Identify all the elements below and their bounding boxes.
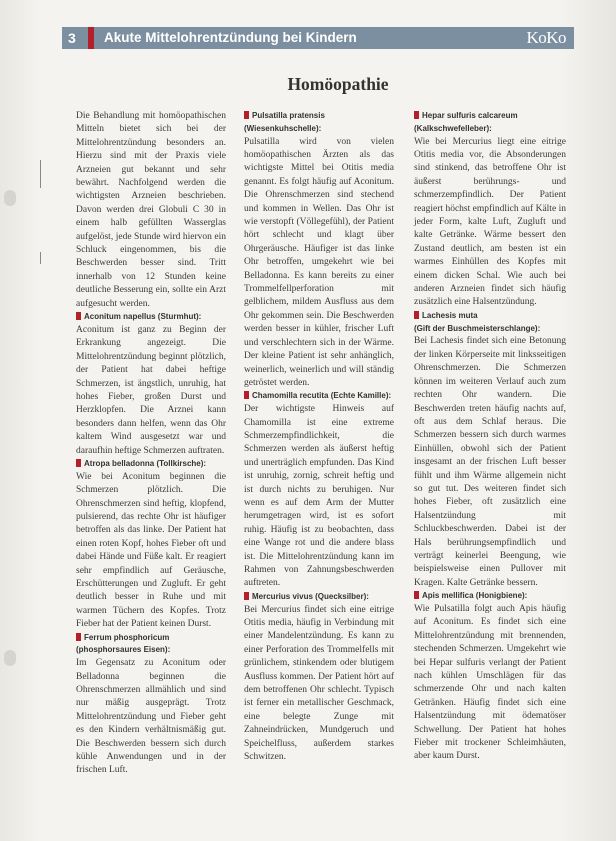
remedy-subheading: (phosphorsaures Eisen): (76, 645, 171, 655)
remedy-subheading: (Gift der Buschmeisterschlange): (414, 323, 541, 333)
remedy-text: Wie bei Mercurius liegt eine eitrige Otitis media vor, die Absonderungen sind stinkend, das betroffene Ohr ist äußerst berührungs- und schmerzempfindlich. Der Patient reagiert höchst empfindlich auf Kälte in jeder Form, kalte Luft, Zugluft und kalte Getränke. Wärme bessert den Zustand deutlich, am besten ist ein warmes Einhüllen des Kopfes mit einem dicken Schal. Wie auch bei anderen Arzneien findet sich häufig zusätzlich eine Halsentzündung. (414, 136, 566, 308)
remedy-text: Wie Pulsatilla folgt auch Apis häufig auf Aconitum. Es findet sich eine Mittelohrentzündung mit brennenden, stechenden Schmerzen. Umgekehrt wie bei Hepar sulfuris verlangt der Patient nach kühlen Umschlägen für das schmerzende Ohr und nach kalten Getränken. Häufig findet sich eine Halsentzündung mit ödematöser Schwellung. Der Patient hat hohes Fieber mit trockener Schleimhäuten, aber kaum Durst. (414, 603, 566, 762)
binder-hole (4, 190, 16, 206)
remedy-heading: Aconitum napellus (Sturmhut): (76, 311, 226, 324)
intro-paragraph: Die Behandlung mit homöopathischen Mitteln bietet sich bei der Mittelohrentzündung besonders an. Hierzu sind mit der Praxis viele Arzneien gut bekannt und sehr bewährt. Nachfolgend werden die wichtigsten Arzneien beschrieben. Davon werden drei Globuli C 30 in einem halb gefüllten Wasserglas aufgelöst, jede Stunde wird hiervon ein Schluck eingenommen, bis die Beschwerden besser sind. Tritt innerhalb von 12 Stunden keine deutliche Besserung ein, sollte ein Arzt aufgesucht werden. (76, 111, 226, 309)
red-square-icon (244, 111, 249, 119)
remedy-heading: Mercurius vivus (Quecksilber): (244, 591, 394, 604)
text-column-1 (76, 110, 226, 778)
remedy-heading: Chamomilla recutita (Echte Kamille): (244, 390, 394, 403)
remedy-subheading: (Wiesenkuhschelle): (244, 123, 322, 133)
remedy-heading: Apis mellifica (Honigbiene): (414, 590, 566, 603)
red-square-icon (244, 391, 249, 399)
text-column-2 (244, 110, 394, 764)
section-title: Homöopathie (287, 74, 389, 94)
page-number: 3 (68, 30, 76, 46)
red-square-icon (414, 311, 419, 319)
red-square-icon (76, 633, 81, 641)
red-square-icon (76, 312, 81, 320)
remedy-text: Wie bei Aconitum beginnen die Schmerzen plötzlich. Die Ohrenschmerzen sind heftig, klopfend, pulsierend, das rechte Ohr ist häufiger betroffen als das linke. Der Patient hat einen roten Kopf, hohes Fieber oft und dabei Hände und Füße kalt. Er reagiert sehr empfindlich auf Geräusche, Erschütterungen und Zugluft. Er geht deutlich besser in Ruhe und mit warmen Tüchern des Kopfes. Trotz Fieber hat der Patient keinen Durst. (76, 471, 226, 630)
remedy-subheading: (Kalkschwefelleber): (414, 123, 492, 133)
red-square-icon (414, 111, 419, 119)
remedy-text: Pulsatilla wird von vielen homöopathischen Ärzten als das wichtigste Mittel bei Otitis media genannt. Es folgt häufig auf Aconitum. Die Ohrenschmerzen sind stechend und kommen in Wellen. Das Ohr ist wie verstopft (Völlegefühl), der Patient hört schlecht und klagt über Ohrgeräusche. Häufiger ist das linke Ohr betroffen, umgekehrt wie bei Belladonna. Es kann bereits zu einer Trommelfellperforation mit gelblichem, mildem Ausfluss aus dem Ohr gekommen sein. Die Beschwerden werden besser in kühler, frischer Luft und verschlechtern sich in der Wärme. Der kleine Patient ist sehr anhänglich, weinerlich, weinerlich und will ständig getröstet werden. (244, 136, 394, 388)
text-column-3 (414, 110, 566, 764)
remedy-heading: Atropa belladonna (Tollkirsche): (76, 458, 226, 471)
remedy-text: Im Gegensatz zu Aconitum oder Belladonna beginnen die Ohrenschmerzen allmählich und sind nur mäßig ausgeprägt. Trotz Mittelohrentzündung und Fieber geht es den Kindern verhältnismäßig gut. Die Beschwerden bessern sich durch kühle Anwendungen und in der frischen Luft. (76, 658, 226, 776)
remedy-text: Aconitum ist ganz zu Beginn der Erkrankung angezeigt. Die Mittelohrentzündung beginnt plötzlich, der Patient hat dabei heftige Schmerzen, ist ängstlich, unruhig, hat hohes Fieber, großen Durst und Herzklopfen. Die Arznei kann besonders dann helfen, wenn das Ohr kaltem Wind ausgesetzt war und daraufhin heftige Schmerzen auftraten. (76, 324, 226, 456)
margin-mark (40, 252, 41, 264)
remedy-heading: Ferrum phosphoricum (76, 632, 226, 645)
remedy-heading: Hepar sulfuris calcareum (414, 110, 566, 123)
remedy-text: Der wichtigste Hinweis auf Chamomilla ist eine extreme Schmerzempfindlichkeit, die Schmerzen werden als äußerst heftig und unerträglich empfunden. Das Kind ist unruhig, zornig, schreit heftig und ist durch nichts zu beruhigen. Nur wenn es auf dem Arm der Mutter herumgetragen wird, ist es sofort ruhig. Häufig ist zu beobachten, dass eine Wange rot und die andere blass ist. Die Mittelohrentzündung kann im Rahmen von Zahnungsbeschwerden auftreten. (244, 404, 394, 589)
chapter-title: Akute Mittelohrentzündung bei Kindern (104, 30, 357, 45)
remedy-text: Bei Mercurius findet sich eine eitrige Otitis media, häufig in Verbindung mit einer Mandelentzündung. Es kann zu einer Perforation des Trommelfells mit grünlichem, stinkendem oder blutigem Ausfluss kommen. Der Patient hört auf dem betroffenen Ohr schlecht. Typisch ist ferner ein metallischer Geschmack, eine belegte Zunge mit Zahneindrücken, Mundgeruch und Speichelfluss, außerdem starkes Schwitzen. (244, 604, 394, 763)
red-square-icon (244, 592, 249, 600)
remedy-text: Bei Lachesis findet sich eine Betonung der linken Körperseite mit linksseitigen Ohrenschmerzen. Die Schmerzen können im weiteren Verlauf auch zum rechten Ohr wandern. Die Beschwerden treten häufig nachts auf, oft aus dem Schlaf heraus. Die Schmerzen bessern sich durch warmes Einhüllen, obwohl sich der Patient insgesamt an der frischen Luft besser fühlt und ihm Wärme allgemein nicht so gut tut. Des weiteren findet sich hohes Fieber, oft zusätzlich eine Halsentzündung mit Schluckbeschwerden. Dabei ist der Hals berührungsempfindlich und verträgt keinerlei Beengung, wie beispielsweise einen Pullover mit Kragen. Kalte Getränke bessern. (414, 336, 566, 588)
red-square-icon (76, 459, 81, 467)
header-accent-bar (88, 27, 94, 49)
margin-mark (40, 160, 41, 188)
red-square-icon (414, 591, 419, 599)
remedy-heading: Lachesis muta (414, 310, 566, 323)
remedy-heading: Pulsatilla pratensis (244, 110, 394, 123)
page-header (62, 27, 574, 49)
binder-hole (4, 650, 16, 666)
koko-logo: KoKo (526, 28, 566, 47)
